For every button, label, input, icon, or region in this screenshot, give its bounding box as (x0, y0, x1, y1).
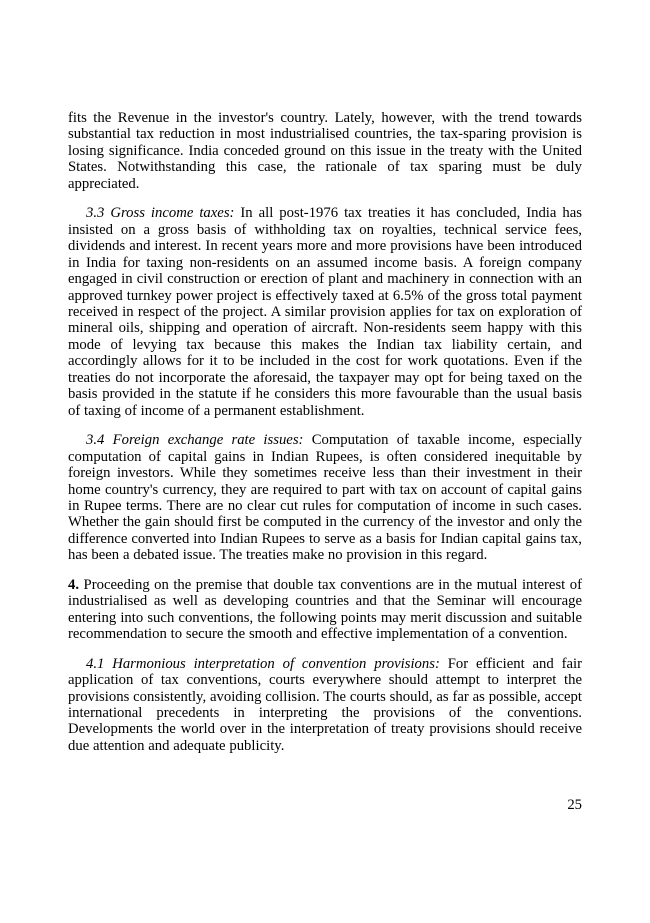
paragraph-text: fits the Revenue in the investor's country. Lately, however, with the trend towards substantial tax reduction in most industrialised countries, the tax-sparing provision is losing significance. India conceded ground on this issue in the treaty with the United States. Notwithstanding this case, the rationale of tax sparing must be duly appreciated. (68, 110, 582, 192)
section-heading-4-1: 4.1 Harmonious interpretation of convention provisions: (86, 655, 440, 672)
section-heading-4: 4. (68, 576, 80, 593)
page-number: 25 (567, 797, 582, 813)
paragraph-text: For efficient and fair application of tax conventions, courts everywhere should attempt to interpret the provisions consistently, avoiding collision. The courts should, as far as possible, accept international precedents in interpreting the provisions of the conventions. Developments the world over in the interpretation of treaty provisions should receive due attention and adequate publicity. (68, 655, 583, 754)
paragraph-section-3-4 (68, 432, 582, 564)
section-heading-3-3: 3.3 Gross income taxes: (86, 205, 235, 222)
paragraph-section-4 (68, 577, 582, 643)
paragraph-continuation (68, 110, 582, 192)
paragraph-section-4-1 (68, 656, 582, 755)
paragraph-text: In all post-1976 tax treaties it has concluded, India has insisted on a gross basis of withholding tax on royalties, technical service fees, dividends and interest. In recent years more and more provisions have been introduced in India for taxing non-residents on an assumed income basis. A foreign company engaged in civil construction or erection of plant and machinery in connection with an approved turnkey power project is effectively taxed at 6.5% of the gross total payment received in respect of the project. A similar provision applies for tax on exploration of mineral oils, shipping and operation of aircraft. Non-residents seem happy with this mode of levying tax because this makes the Indian tax liability certain, and accordingly allows for it to be included in the cost for work quotations. Even if the treaties do not incorporate the aforesaid, the taxpayer may opt for being taxed on the basis provided in the statute if he considers this more favourable than the usual basis of taxing of income of a permanent establishment. (68, 205, 582, 419)
paragraph-section-3-3 (68, 205, 582, 419)
paragraph-text: Proceeding on the premise that double tax conventions are in the mutual interest of industrialised as well as developing countries and that the Seminar will encourage entering into such conventions, the following points may merit discussion and suitable recommendation to secure the smooth and effective implementation of a convention. (68, 576, 582, 643)
text-column (68, 110, 582, 754)
paragraph-text: Computation of taxable income, especially computation of capital gains in Indian Rupees, is often considered inequitable by foreign investors. While they sometimes receive less than their investment in their home country's currency, they are required to part with tax on account of capital gains in Rupee terms. There are no clear cut rules for computation of income in such cases. Whether the gain should first be computed in the currency of the investor and only the difference converted into Indian Rupees to serve as a basis for Indian capital gains tax, has been a debated issue. The treaties make no provision in this regard. (68, 432, 582, 564)
section-heading-3-4: 3.4 Foreign exchange rate issues: (86, 432, 304, 449)
